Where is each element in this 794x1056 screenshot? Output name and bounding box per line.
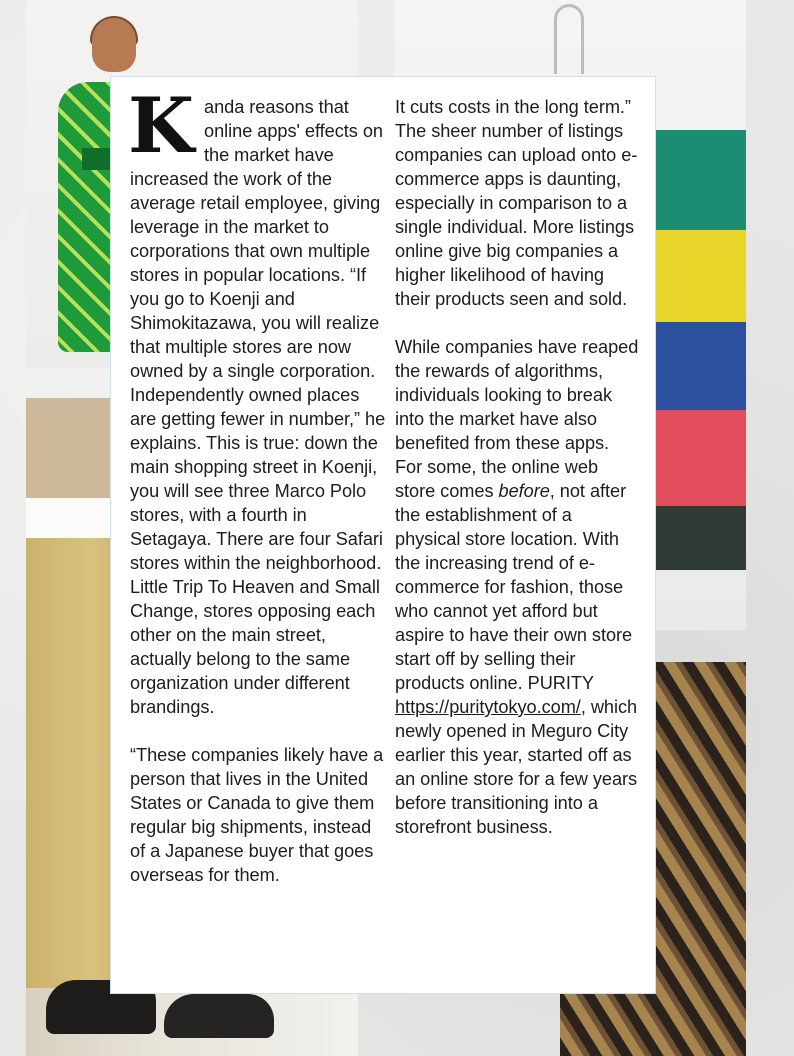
paragraph-text: While companies have reaped the rewards of algorithms, individuals looking to break into the market have also benefited from these apps. For some, the online web store comes	[395, 337, 639, 501]
emphasis-text: before	[498, 481, 550, 501]
jacket-band-teal	[656, 130, 746, 230]
drop-cap: K	[128, 81, 195, 170]
article-paragraph	[128, 81, 386, 719]
hanger-hook	[554, 4, 584, 74]
black-boot-right	[164, 994, 274, 1038]
article-paragraph: “These companies likely have a person that lives in the United States or Canada to give them regular big shipments, instead of a Japanese buyer that goes overseas for them.	[130, 745, 384, 885]
article-column-left	[128, 81, 386, 887]
paragraph-text: , not after the establishment of a physical store location. With the increasing trend of e-commerce for fashion, those who cannot yet afford but aspire to have their own store start off by selling their products online. PURITY	[395, 481, 633, 693]
model-head	[92, 18, 136, 72]
jacket-band-yellow	[656, 230, 746, 322]
article-column-right	[395, 95, 639, 887]
jacket-band-blue	[656, 322, 746, 410]
paragraph-text: anda reasons that online apps' effects on the market have increased the work of the average retail employee, giving leverage in the market to corporations that own multiple stores in popular locations. “If you go to Koenji and Shimokitazawa, you will realize that multiple stores are now owned by a single corporation. Independently owned places are getting fewer in number,” he explains. This is true: down the main shopping street in Koenji, you will see three Marco Polo stores, with a fourth in Setagaya. There are four Safari stores within the neighborhood. Little Trip To Heaven and Small Change, stores opposing each other on the main street, actually belong to the same organization under different brandings.	[130, 97, 386, 717]
paragraph-text: , which newly opened in Meguro City earlier this year, started off as an online store for a few years before transitioning into a storefront business.	[395, 697, 638, 837]
article-paragraph: It cuts costs in the long term.” The sheer number of listings companies can upload onto e-commerce apps is daunting, especially in comparison to a single individual. More listings online give big companies a higher likelihood of having their products seen and sold.	[395, 97, 638, 309]
article-paragraph	[395, 335, 639, 839]
purity-website-link[interactable]: https://puritytokyo.com/	[395, 697, 581, 717]
article-card	[110, 76, 656, 994]
jacket-cuff	[656, 506, 746, 570]
jacket-band-red	[656, 410, 746, 506]
colorblock-jacket	[656, 130, 746, 570]
